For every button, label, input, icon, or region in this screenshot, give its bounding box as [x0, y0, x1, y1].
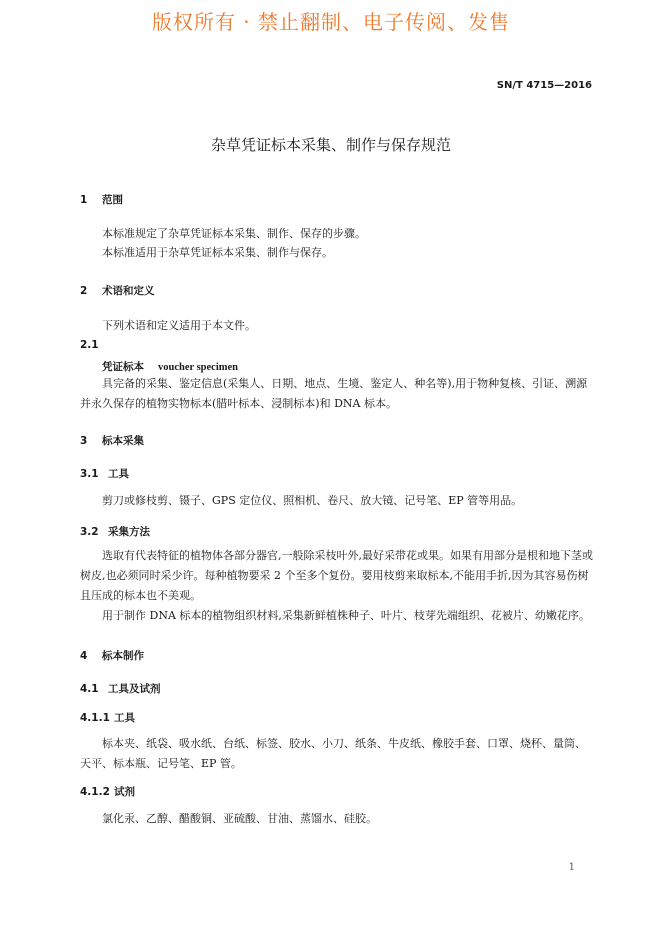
section-title: 工具 [108, 468, 129, 480]
section-number: 4.1.1 [80, 712, 110, 724]
paragraph: 下列术语和定义适用于本文件。 [102, 319, 256, 332]
section-title: 范围 [102, 194, 123, 206]
section-title: 工具及试剂 [108, 683, 161, 695]
paragraph: 本标准适用于杂草凭证标本采集、制作与保存。 [102, 246, 333, 259]
paragraph: 剪刀或修枝剪、镊子、GPS 定位仪、照相机、卷尺、放大镜、记号笔、EP 管等用品。 [102, 494, 523, 507]
paragraph: 标本夹、纸袋、吸水纸、台纸、标签、胶水、小刀、纸条、牛皮纸、橡胶手套、口罩、烧杯、量筒、天平、标本瓶、记号笔、EP 管。 [80, 737, 586, 770]
section-3-heading [80, 433, 144, 448]
section-1-heading [80, 192, 123, 207]
section-4-heading [80, 648, 144, 663]
paragraph: 本标准规定了杂草凭证标本采集、制作、保存的步骤。 [102, 227, 366, 240]
term-chinese: 凭证标本 [102, 361, 144, 373]
section-number: 2 [80, 285, 88, 297]
section-title: 工具 [114, 712, 135, 724]
term-heading [102, 359, 238, 374]
section-4-1-1-heading [80, 710, 135, 725]
section-title: 标本制作 [102, 650, 144, 662]
section-4-1-heading [80, 681, 161, 696]
section-number: 3.1 [80, 468, 99, 480]
paragraph: 用于制作 DNA 标本的植物组织材料,采集新鲜植株种子、叶片、枝芽先端组织、花被片、幼嫩花序。 [102, 609, 590, 622]
section-number: 3 [80, 435, 88, 447]
section-title: 术语和定义 [102, 285, 155, 297]
section-title: 标本采集 [102, 435, 144, 447]
section-number: 4.1.2 [80, 786, 110, 798]
section-4-1-2-heading [80, 784, 135, 799]
paragraph: 氯化汞、乙醇、醋酸铜、亚硫酸、甘油、蒸馏水、硅胶。 [102, 812, 377, 825]
section-number: 4.1 [80, 683, 99, 695]
copyright-watermark: 版权所有 · 禁止翻制、电子传阅、发售 [151, 10, 511, 34]
paragraph: 选取有代表特征的植物体各部分器官,一般除采枝叶外,最好采带花或果。如果有用部分是根和地下茎或树皮,也必须同时采少许。每种植物要采 2 个至多个复份。要用枝剪来取标本,不能用手折,因为其容易伤树且压成的标本也不美观。 [80, 549, 593, 602]
standard-number: SN/T 4715—2016 [496, 80, 592, 91]
section-2-1-number: 2.1 [80, 339, 99, 351]
section-3-1-heading [80, 466, 129, 481]
page-number: 1 [568, 862, 575, 873]
document-title: 杂草凭证标本采集、制作与保存规范 [210, 136, 451, 154]
section-3-2-heading [80, 524, 150, 539]
section-number: 4 [80, 650, 88, 662]
section-2-heading [80, 283, 155, 298]
section-title: 采集方法 [108, 526, 150, 538]
section-number: 3.2 [80, 526, 99, 538]
term-definition: 具完备的采集、鉴定信息(采集人、日期、地点、生境、鉴定人、种名等),用于物种复核、引证、溯源并永久保存的植物实物标本(腊叶标本、浸制标本)和 DNA 标本。 [80, 377, 588, 410]
term-english: voucher specimen [158, 362, 239, 373]
section-number: 1 [80, 194, 88, 206]
section-title: 试剂 [114, 786, 135, 798]
